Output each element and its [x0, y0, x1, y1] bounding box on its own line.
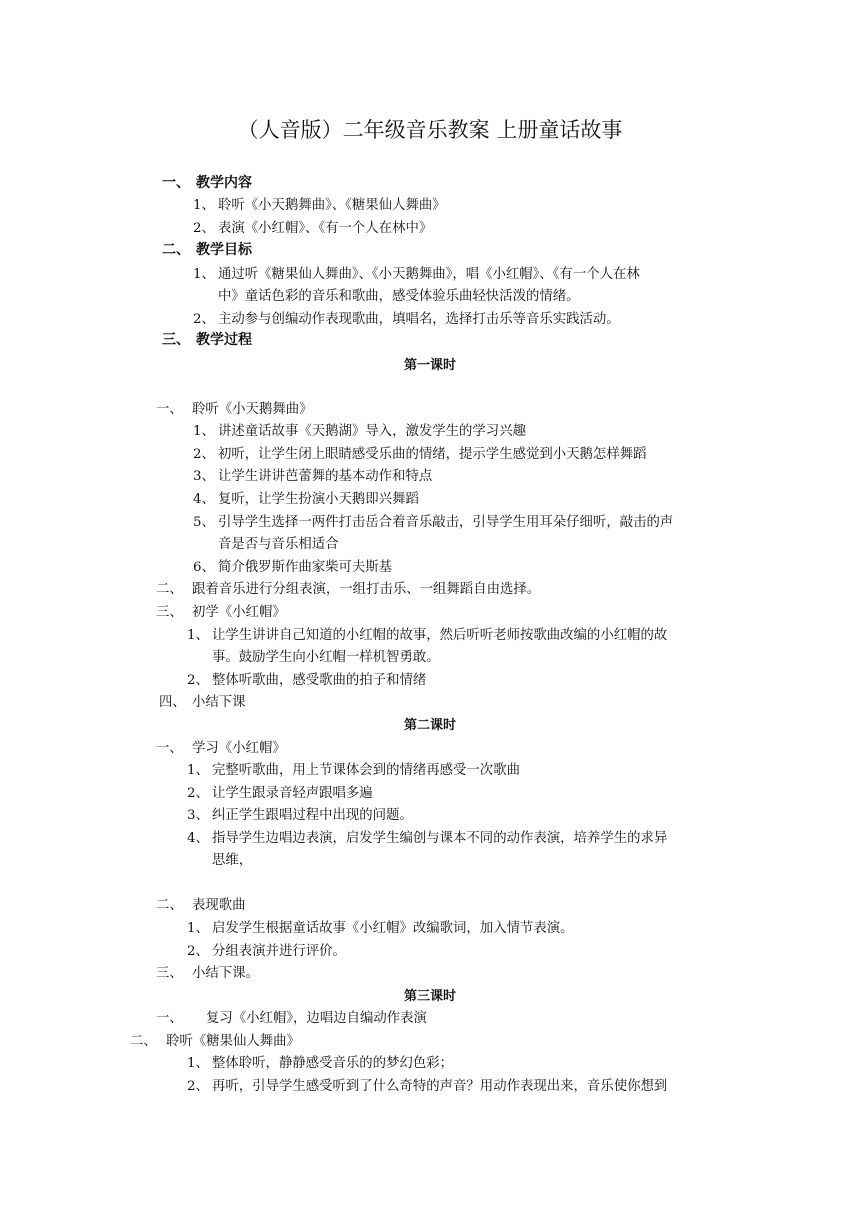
lesson-1-heading: 第一课时: [403, 358, 456, 373]
item-number: 2、: [187, 673, 209, 688]
item-number: 1、: [187, 921, 209, 936]
section-title: 教学目标: [196, 242, 252, 258]
list-item: [187, 669, 426, 688]
item-text: 复听，让学生扮演小天鹅即兴舞蹈: [218, 492, 419, 507]
section-number: 一、: [162, 175, 190, 191]
item-number: 1、: [187, 1056, 209, 1071]
list-item: [193, 556, 392, 575]
lesson-2-heading: 第二课时: [403, 718, 456, 733]
list-item: [193, 443, 647, 462]
item-text: 分组表演并进行评价。: [212, 944, 346, 959]
lesson-3-heading: 第三课时: [403, 989, 456, 1004]
item-text: 让学生跟录音轻声跟唱多遍: [212, 786, 373, 801]
item-text: 整体听歌曲，感受歌曲的拍子和情绪: [212, 673, 427, 688]
item-text: 讲述童话故事《天鹅湖》导入，激发学生的学习兴趣: [218, 424, 526, 439]
list-item: [193, 511, 673, 530]
item-number: 2、: [187, 1079, 209, 1094]
item-number: 2、: [193, 221, 215, 236]
part-text: 表现歌曲: [192, 898, 246, 913]
page-title: （人音版）二年级音乐教案 上册童话故事: [237, 118, 623, 142]
section-number: 三、: [162, 332, 190, 348]
section-heading-content: [162, 172, 252, 192]
lesson-part: [159, 691, 246, 710]
item-number: 4、: [193, 492, 215, 507]
part-number: 一、: [156, 402, 183, 417]
lesson-part: [156, 578, 540, 597]
section-heading-objectives: [162, 239, 252, 259]
item-text: 再听，引导学生感受听到了什么奇特的声音？用动作表现出来，音乐使你想到: [212, 1079, 668, 1094]
item-number: 1、: [193, 198, 215, 213]
item-text: 表演《小红帽》、《有一个人在林中》: [218, 221, 433, 236]
list-item: [187, 827, 667, 846]
item-text: 整体聆听，静静感受音乐的的梦幻色彩；: [212, 1056, 454, 1071]
item-number: 1、: [193, 267, 215, 282]
list-item: [187, 624, 667, 643]
list-item: [187, 782, 373, 801]
item-number: 5、: [193, 515, 215, 530]
lesson-part: [156, 601, 286, 620]
part-text: 初学《小红帽》: [192, 605, 286, 620]
list-item: [193, 308, 620, 327]
item-text: 简介俄罗斯作曲家柴可夫斯基: [218, 560, 393, 575]
item-continuation: 事。鼓励学生向小红帽一样机智勇敢。: [212, 650, 440, 665]
list-item: [193, 420, 526, 439]
item-number: 2、: [187, 786, 209, 801]
list-item: [193, 488, 419, 507]
part-text: 小结下课。: [192, 966, 259, 981]
item-number: 4、: [187, 831, 209, 846]
lesson-part: [156, 737, 286, 756]
item-text: 引导学生选择一两件打击岳合着音乐敲击，引导学生用耳朵仔细听，敲击的声: [218, 515, 674, 530]
item-continuation: 中》童话色彩的音乐和歌曲，感受体验乐曲轻快活泼的情绪。: [218, 289, 580, 304]
lesson-part: [130, 1030, 300, 1049]
part-number: 三、: [156, 966, 183, 981]
section-number: 二、: [162, 242, 190, 258]
lesson-part: [156, 894, 246, 913]
list-item: [187, 1052, 453, 1071]
part-number: 三、: [156, 605, 183, 620]
part-number: 二、: [156, 582, 183, 597]
part-number: 二、: [156, 898, 183, 913]
list-item: [193, 263, 640, 282]
item-number: 1、: [193, 424, 215, 439]
lesson-part: [156, 962, 259, 981]
list-item: [187, 804, 413, 823]
item-text: 启发学生根据童话故事《小红帽》改编歌词，加入情节表演。: [212, 921, 574, 936]
part-number: 四、: [159, 695, 186, 710]
item-text: 让学生讲讲自己知道的小红帽的故事，然后听听老师按歌曲改编的小红帽的故: [212, 628, 668, 643]
list-item: [193, 465, 432, 484]
part-text: 跟着音乐进行分组表演，一组打击乐、一组舞蹈自由选择。: [192, 582, 541, 597]
item-continuation: 音是否与音乐相适合: [218, 537, 339, 552]
part-text: 聆听《小天鹅舞曲》: [192, 402, 313, 417]
item-number: 6、: [193, 560, 215, 575]
item-text: 通过听《糖果仙人舞曲》、《小天鹅舞曲》，唱《小红帽》、《有一个人在林: [218, 267, 640, 282]
item-number: 2、: [193, 447, 215, 462]
part-text: 聆听《糖果仙人舞曲》: [166, 1034, 300, 1049]
item-text: 初听，让学生闭上眼睛感受乐曲的情绪，提示学生感觉到小天鹅怎样舞蹈: [218, 447, 647, 462]
item-text: 纠正学生跟唱过程中出现的问题。: [212, 808, 413, 823]
list-item: [187, 1075, 667, 1094]
item-number: 1、: [187, 763, 209, 778]
list-item: [187, 759, 520, 778]
part-text: 小结下课: [192, 695, 246, 710]
part-number: 二、: [130, 1034, 157, 1049]
item-text: 让学生讲讲芭蕾舞的基本动作和特点: [218, 469, 433, 484]
lesson-part: [156, 398, 313, 417]
item-number: 2、: [187, 944, 209, 959]
part-text: 复习《小红帽》，边唱边自编动作表演: [206, 1011, 427, 1026]
list-item: [193, 217, 432, 236]
item-number: 2、: [193, 312, 215, 327]
section-title: 教学内容: [196, 175, 252, 191]
section-heading-process: [162, 329, 252, 349]
item-number: 1、: [187, 628, 209, 643]
lesson-part: [156, 1007, 427, 1026]
item-text: 指导学生边唱边表演，启发学生编创与课本不同的动作表演，培养学生的求异: [212, 831, 668, 846]
part-text: 学习《小红帽》: [192, 741, 286, 756]
part-number: 一、: [156, 741, 183, 756]
item-continuation: 思维，: [212, 853, 253, 868]
section-title: 教学过程: [196, 332, 252, 348]
list-item: [187, 917, 574, 936]
item-number: 3、: [193, 469, 215, 484]
item-number: 3、: [187, 808, 209, 823]
item-text: 主动参与创编动作表现歌曲，填唱名，选择打击乐等音乐实践活动。: [218, 312, 620, 327]
list-item: [187, 940, 346, 959]
item-text: 完整听歌曲，用上节课体会到的情绪再感受一次歌曲: [212, 763, 520, 778]
list-item: [193, 194, 446, 213]
item-text: 聆听《小天鹅舞曲》、《糖果仙人舞曲》: [218, 198, 446, 213]
part-number: 一、: [156, 1011, 183, 1026]
